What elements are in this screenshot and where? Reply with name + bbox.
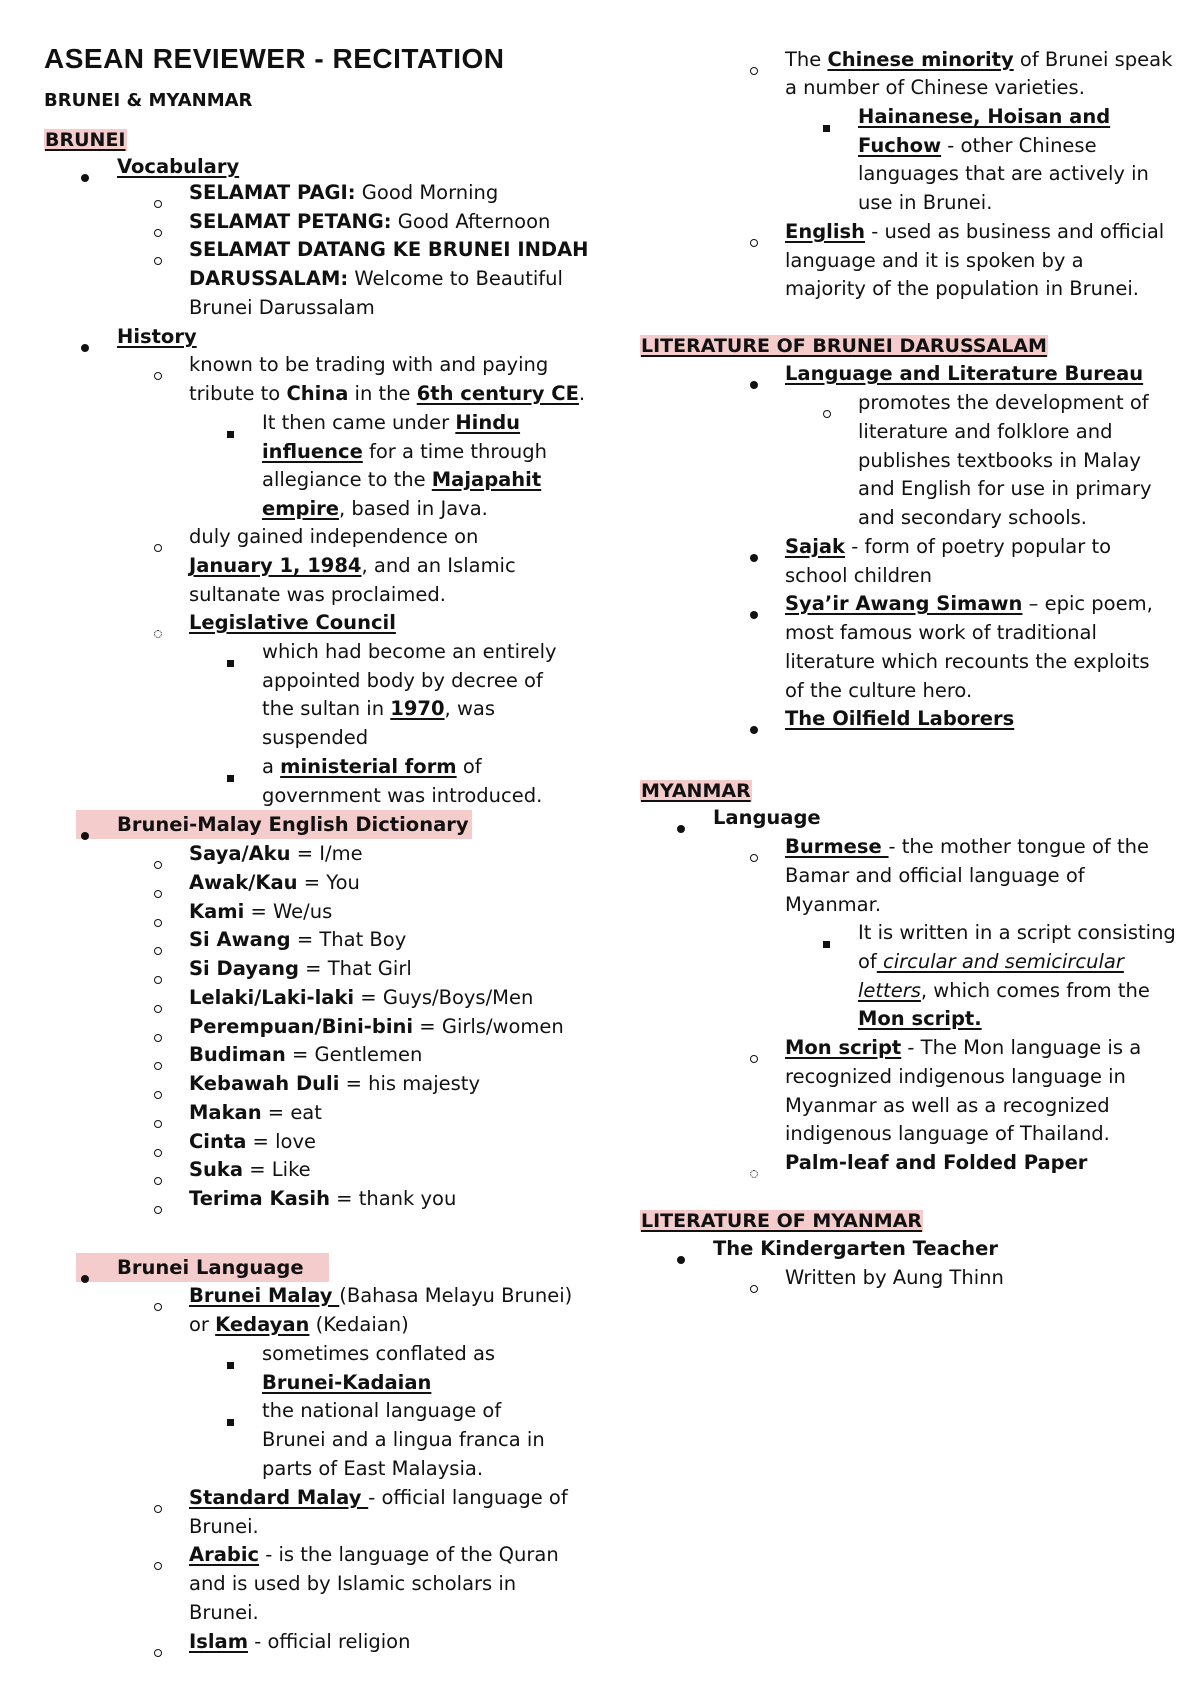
dictionary-meaning: = Like bbox=[243, 1158, 311, 1181]
square-bullet bbox=[227, 1349, 234, 1378]
language-text: or Kedayan (Kedaian) bbox=[189, 1313, 409, 1336]
dictionary-term: Kebawah Duli bbox=[189, 1072, 340, 1095]
section-heading-literature-brunei: LITERATURE OF BRUNEI DARUSSALAM bbox=[641, 335, 1047, 357]
dictionary-meaning: = Gentlemen bbox=[285, 1043, 423, 1066]
chinese-text: Fuchow - other Chinese bbox=[858, 134, 1097, 157]
lit-brunei-text: literature which recounts the exploits bbox=[785, 650, 1150, 673]
myanmar-text: letters, which comes from the bbox=[858, 979, 1150, 1002]
disc-bullet bbox=[677, 1244, 685, 1273]
circle-bullet bbox=[154, 1291, 162, 1320]
dictionary-meaning: = That Boy bbox=[290, 928, 407, 951]
history-text: which had become an entirely bbox=[262, 640, 557, 663]
dictionary-item bbox=[189, 868, 360, 897]
language-text: Brunei and a lingua franca in bbox=[262, 1428, 545, 1451]
history-text: known to be trading with and paying bbox=[189, 353, 549, 376]
myanmar-text: Myanmar as well as a recognized bbox=[785, 1094, 1110, 1117]
circle-bullet bbox=[154, 1079, 162, 1108]
dictionary-meaning: = That Girl bbox=[298, 957, 412, 980]
history-text: suspended bbox=[262, 726, 369, 749]
lit-brunei-text: school children bbox=[785, 564, 932, 587]
vocab-label: Vocabulary bbox=[117, 155, 240, 178]
circle-bullet bbox=[154, 1108, 162, 1137]
dictionary-term: Terima Kasih bbox=[189, 1187, 330, 1210]
circle-bullet bbox=[154, 1050, 162, 1079]
circle-bullet bbox=[154, 1137, 162, 1166]
history-text: government was introduced. bbox=[262, 784, 543, 807]
dictionary-item bbox=[189, 1040, 422, 1069]
myanmar-text: It is written in a script consisting bbox=[858, 921, 1176, 944]
dictionary-item bbox=[189, 897, 332, 926]
circle-bullet bbox=[154, 1194, 162, 1223]
language-text: and is used by Islamic scholars in bbox=[189, 1572, 517, 1595]
circle-bullet bbox=[154, 878, 162, 907]
language-text: Arabic - is the language of the Quran bbox=[189, 1543, 559, 1566]
square-bullet bbox=[227, 418, 234, 447]
vocab-item: SELAMAT DATANG KE BRUNEI INDAH bbox=[189, 238, 589, 261]
english-text: majority of the population in Brunei. bbox=[785, 277, 1139, 300]
lit-brunei-text: literature and folklore and bbox=[858, 420, 1113, 443]
section-heading-myanmar: MYANMAR bbox=[641, 780, 751, 802]
language-text: the national language of bbox=[262, 1399, 502, 1422]
dictionary-meaning: = I/me bbox=[290, 842, 363, 865]
square-bullet bbox=[227, 762, 234, 791]
circle-bullet bbox=[154, 188, 162, 217]
dictionary-term: Makan bbox=[189, 1101, 262, 1124]
dictionary-meaning: = Guys/Boys/Men bbox=[354, 986, 534, 1009]
disc-bullet bbox=[81, 162, 89, 191]
myanmar-text: Myanmar. bbox=[785, 893, 882, 916]
disc-bullet bbox=[81, 820, 89, 849]
lit-brunei-text: and secondary schools. bbox=[858, 506, 1088, 529]
page-title: ASEAN REVIEWER - RECITATION bbox=[44, 43, 505, 74]
lit-brunei-text: of the culture hero. bbox=[785, 679, 973, 702]
lit-brunei-text: most famous work of traditional bbox=[785, 621, 1097, 644]
disc-bullet bbox=[750, 369, 758, 398]
dotted-circle-bullet bbox=[750, 1158, 758, 1187]
dictionary-meaning: = love bbox=[246, 1130, 316, 1153]
circle-bullet bbox=[154, 1637, 162, 1666]
dictionary-item bbox=[189, 1155, 311, 1184]
disc-bullet bbox=[81, 332, 89, 361]
vocab-item: SELAMAT PETANG: Good Afternoon bbox=[189, 210, 551, 233]
myanmar-text: Palm-leaf and Folded Paper bbox=[785, 1151, 1088, 1174]
dictionary-term: Suka bbox=[189, 1158, 244, 1181]
circle-bullet bbox=[154, 1165, 162, 1194]
dictionary-term: Budiman bbox=[189, 1043, 286, 1066]
dotted-circle-bullet bbox=[154, 618, 162, 647]
square-bullet bbox=[823, 928, 830, 957]
history-text: influence for a time through bbox=[262, 440, 548, 463]
vocab-item-cont: Brunei Darussalam bbox=[189, 296, 375, 319]
history-text: sultanate was proclaimed. bbox=[189, 583, 446, 606]
circle-bullet bbox=[154, 1550, 162, 1579]
dictionary-item bbox=[189, 1098, 322, 1127]
circle-bullet bbox=[750, 227, 758, 256]
chinese-text: languages that are actively in bbox=[858, 162, 1149, 185]
lit-brunei-text: promotes the development of bbox=[858, 391, 1149, 414]
lit-brunei-text: Sajak - form of poetry popular to bbox=[785, 535, 1112, 558]
history-text: allegiance to the Majapahit bbox=[262, 468, 542, 491]
lit-brunei-text: Sya’ir Awang Simawn – epic poem, bbox=[785, 592, 1153, 615]
myanmar-text: Bamar and official language of bbox=[785, 864, 1085, 887]
chinese-text: Hainanese, Hoisan and bbox=[858, 105, 1111, 128]
history-text: appointed body by decree of bbox=[262, 669, 543, 692]
square-bullet bbox=[823, 112, 830, 141]
circle-bullet bbox=[823, 398, 831, 427]
myanmar-text: Mon script. bbox=[858, 1007, 982, 1030]
english-text: English - used as business and official bbox=[785, 220, 1165, 243]
disc-bullet bbox=[677, 813, 685, 842]
language-text: sometimes conflated as bbox=[262, 1342, 496, 1365]
circle-bullet bbox=[750, 1043, 758, 1072]
disc-bullet bbox=[750, 714, 758, 743]
dictionary-item bbox=[189, 925, 406, 954]
circle-bullet bbox=[154, 1493, 162, 1522]
circle-bullet bbox=[154, 532, 162, 561]
history-text: Legislative Council bbox=[189, 611, 396, 634]
lit-brunei-text: The Oilfield Laborers bbox=[785, 707, 1015, 730]
lit-brunei-text: Language and Literature Bureau bbox=[785, 362, 1144, 385]
history-text: the sultan in 1970, was bbox=[262, 697, 496, 720]
myanmar-text: Burmese - the mother tongue of the bbox=[785, 835, 1149, 858]
dictionary-item bbox=[189, 839, 363, 868]
circle-bullet bbox=[154, 907, 162, 936]
chinese-text: use in Brunei. bbox=[858, 191, 993, 214]
dictionary-term: Kami bbox=[189, 900, 245, 923]
circle-bullet bbox=[154, 935, 162, 964]
dictionary-meaning: = We/us bbox=[244, 900, 333, 923]
dictionary-meaning: = thank you bbox=[329, 1187, 457, 1210]
dictionary-term: Awak/Kau bbox=[189, 871, 298, 894]
dictionary-term: Lelaki/Laki-laki bbox=[189, 986, 355, 1009]
dictionary-item bbox=[189, 1012, 564, 1041]
circle-bullet bbox=[750, 842, 758, 871]
myanmar-text: Mon script - The Mon language is a bbox=[785, 1036, 1142, 1059]
circle-bullet bbox=[154, 993, 162, 1022]
dictionary-item bbox=[189, 1127, 316, 1156]
disc-bullet bbox=[750, 599, 758, 628]
section-heading-literature-myanmar: LITERATURE OF MYANMAR bbox=[641, 1210, 923, 1232]
circle-bullet bbox=[154, 849, 162, 878]
history-text: empire, based in Java. bbox=[262, 497, 488, 520]
dictionary-meaning: = You bbox=[297, 871, 360, 894]
dictionary-item bbox=[189, 1069, 480, 1098]
dictionary-meaning: = eat bbox=[261, 1101, 322, 1124]
language-text: Brunei. bbox=[189, 1601, 259, 1624]
circle-bullet bbox=[154, 1022, 162, 1051]
brunei-language-label: Brunei Language bbox=[117, 1256, 304, 1279]
vocab-item: SELAMAT PAGI: Good Morning bbox=[189, 181, 499, 204]
language-text: Islam - official religion bbox=[189, 1630, 411, 1653]
history-text: tribute to China in the 6th century CE. bbox=[189, 382, 586, 405]
square-bullet bbox=[227, 647, 234, 676]
chinese-text: The Chinese minority of Brunei speak bbox=[785, 48, 1173, 71]
dictionary-term: Perempuan/Bini-bini bbox=[189, 1015, 414, 1038]
history-text: duly gained independence on bbox=[189, 525, 479, 548]
history-label: History bbox=[117, 325, 197, 348]
myanmar-text: of circular and semicircular bbox=[858, 950, 1124, 973]
dictionary-term: Si Awang bbox=[189, 928, 291, 951]
language-text: Standard Malay - official language of bbox=[189, 1486, 568, 1509]
circle-bullet bbox=[154, 245, 162, 274]
language-text: Brunei Malay (Bahasa Melayu Brunei) bbox=[189, 1284, 573, 1307]
myanmar-text: indigenous language of Thailand. bbox=[785, 1122, 1110, 1145]
language-text: Brunei. bbox=[189, 1515, 259, 1538]
myanmar-language-label: Language bbox=[713, 806, 821, 829]
language-text: Brunei-Kadaian bbox=[262, 1371, 432, 1394]
disc-bullet bbox=[81, 1263, 89, 1292]
section-heading-brunei: BRUNEI bbox=[45, 129, 126, 151]
history-text: a ministerial form of bbox=[262, 755, 482, 778]
dictionary-item bbox=[189, 954, 412, 983]
history-text: It then came under Hindu bbox=[262, 411, 521, 434]
dictionary-item bbox=[189, 1184, 456, 1213]
circle-bullet bbox=[154, 964, 162, 993]
lit-myanmar-text: Written by Aung Thinn bbox=[785, 1266, 1004, 1289]
chinese-text: a number of Chinese varieties. bbox=[785, 76, 1085, 99]
myanmar-text: recognized indigenous language in bbox=[785, 1065, 1126, 1088]
dictionary-meaning: = Girls/women bbox=[413, 1015, 564, 1038]
lit-brunei-text: publishes textbooks in Malay bbox=[858, 449, 1141, 472]
square-bullet bbox=[227, 1406, 234, 1435]
page-subtitle: BRUNEI & MYANMAR bbox=[44, 90, 253, 111]
lit-brunei-text: and English for use in primary bbox=[858, 477, 1152, 500]
circle-bullet bbox=[154, 217, 162, 246]
history-text: January 1, 1984, and an Islamic bbox=[189, 554, 516, 577]
dictionary-item bbox=[189, 983, 533, 1012]
language-text: parts of East Malaysia. bbox=[262, 1457, 484, 1480]
dictionary-meaning: = his majesty bbox=[339, 1072, 480, 1095]
vocab-item: DARUSSALAM: Welcome to Beautiful bbox=[189, 267, 563, 290]
lit-myanmar-text: The Kindergarten Teacher bbox=[713, 1237, 999, 1260]
dictionary-label: Brunei-Malay English Dictionary bbox=[117, 813, 469, 836]
dictionary-term: Si Dayang bbox=[189, 957, 299, 980]
dictionary-term: Saya/Aku bbox=[189, 842, 291, 865]
circle-bullet bbox=[154, 360, 162, 389]
circle-bullet bbox=[750, 1273, 758, 1302]
circle-bullet bbox=[750, 55, 758, 84]
dictionary-term: Cinta bbox=[189, 1130, 247, 1153]
disc-bullet bbox=[750, 542, 758, 571]
english-text: language and it is spoken by a bbox=[785, 249, 1084, 272]
